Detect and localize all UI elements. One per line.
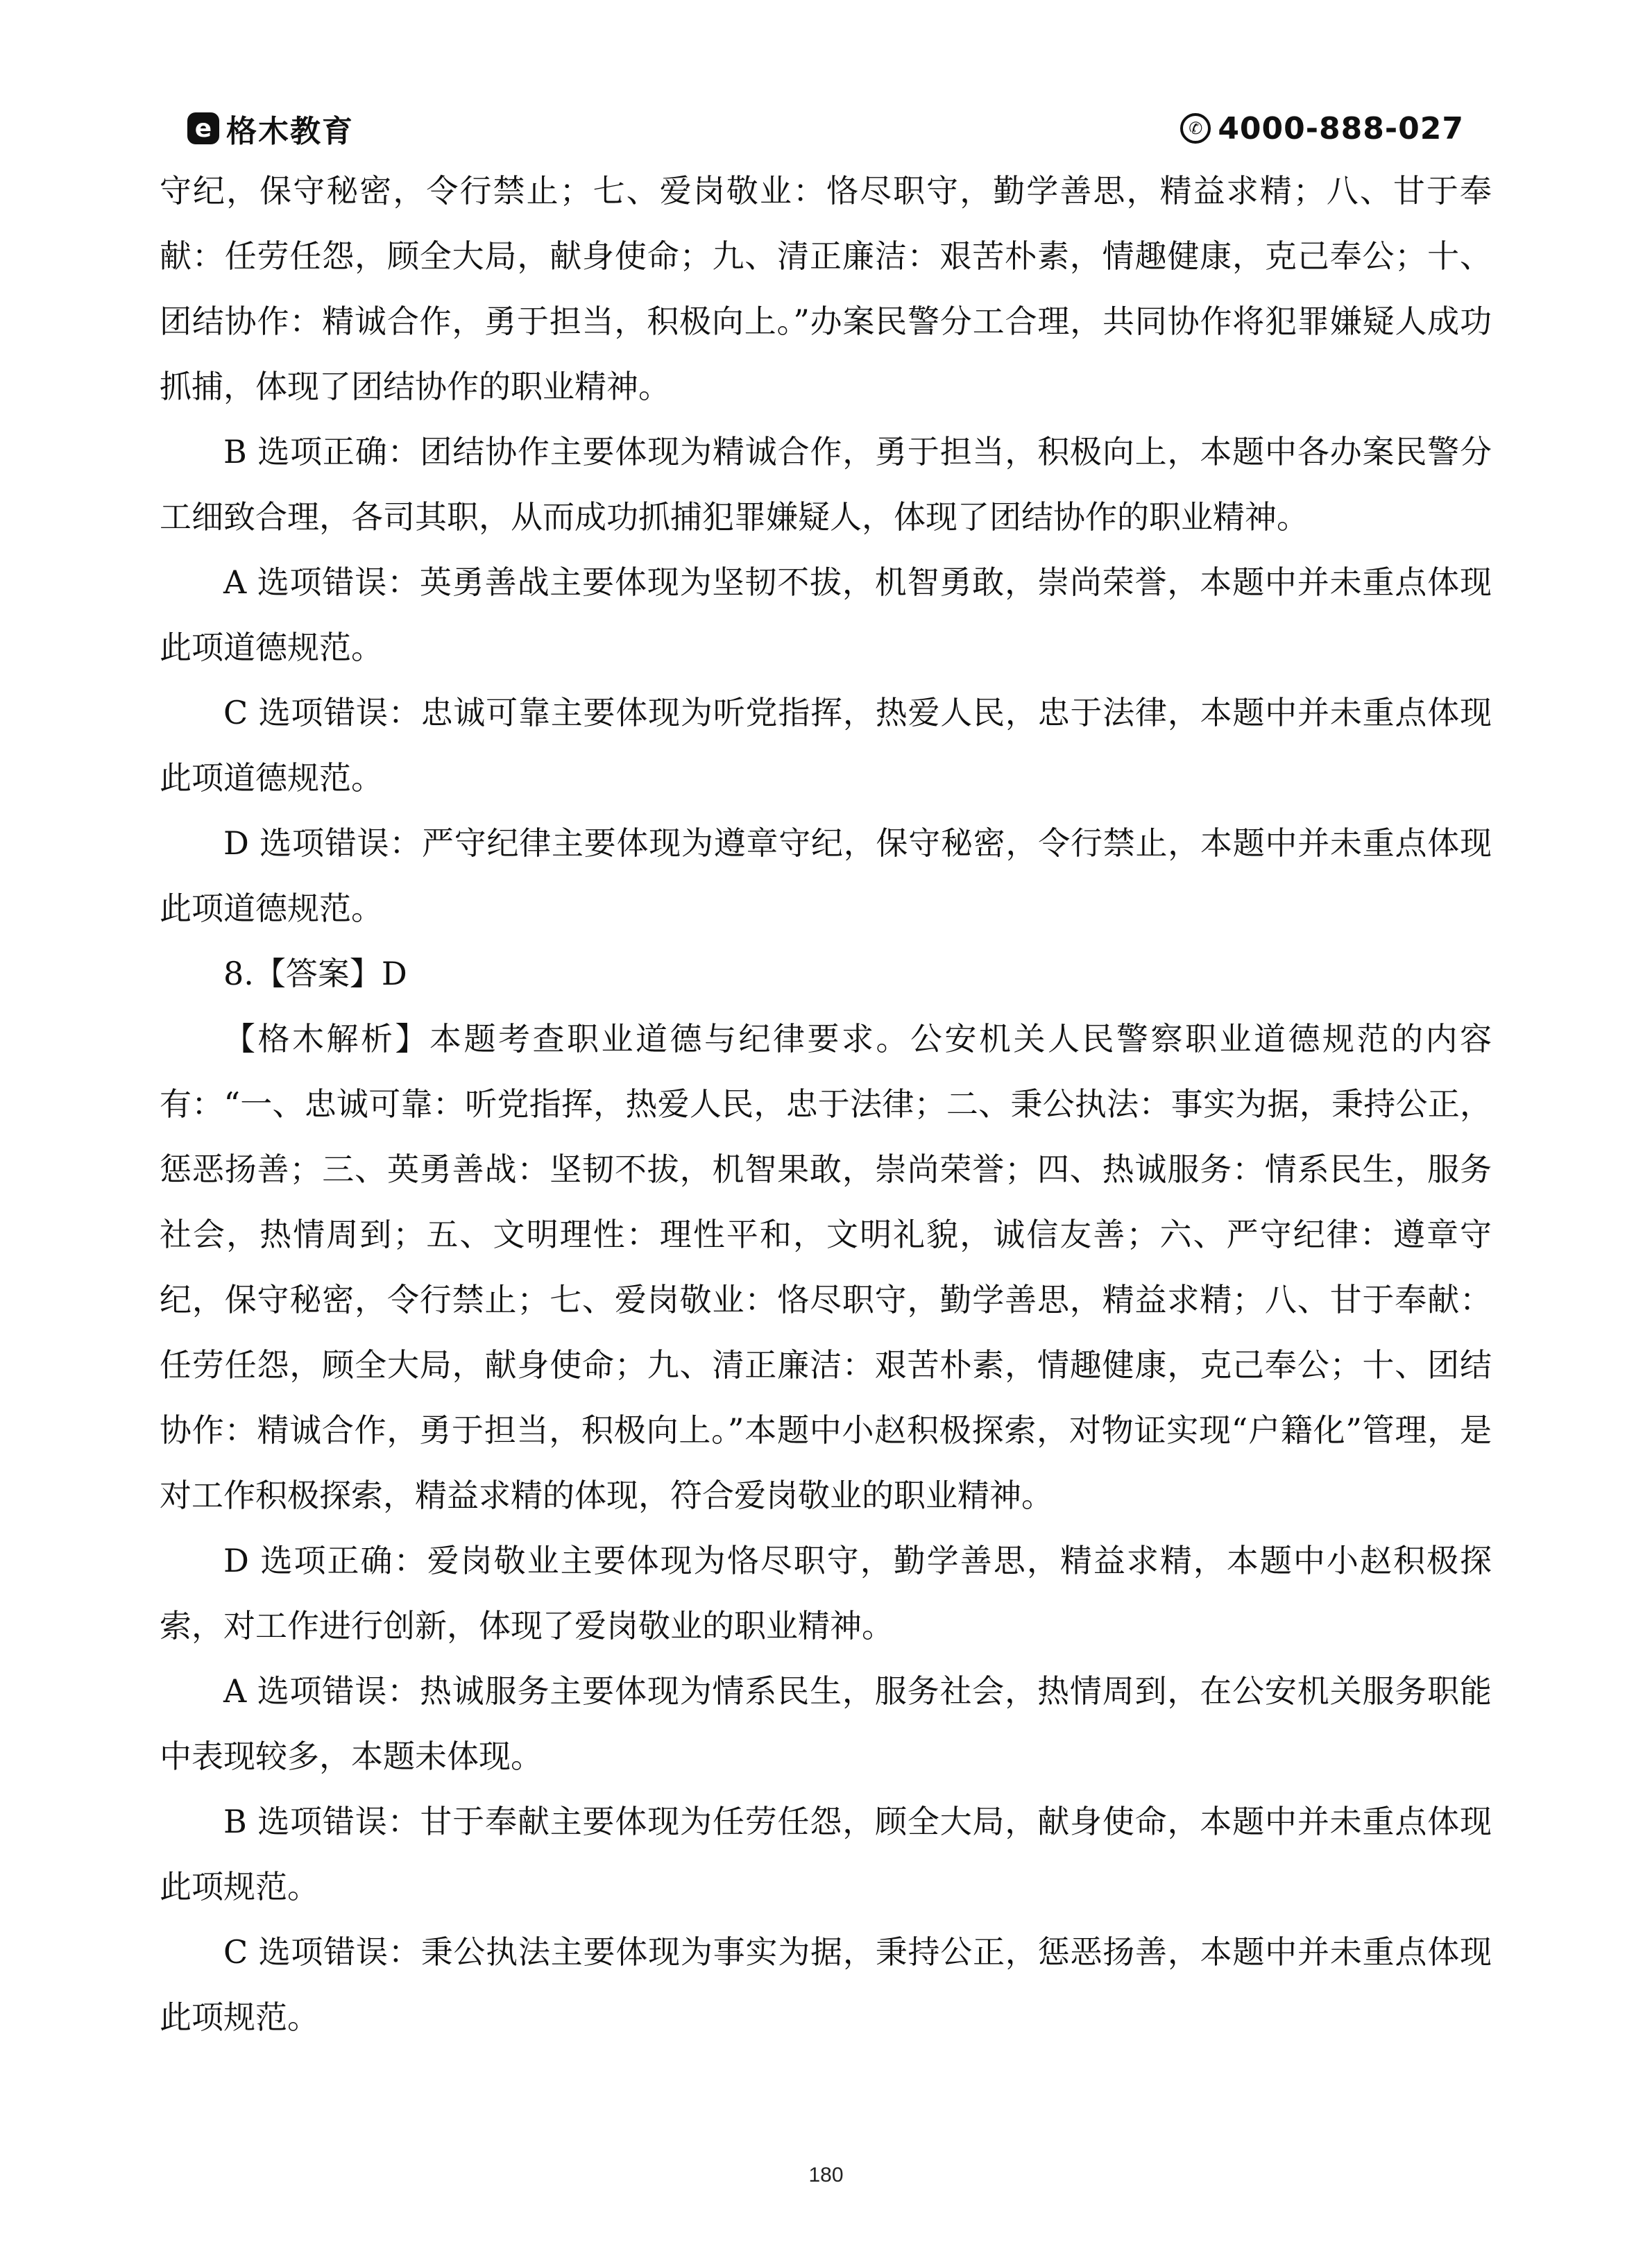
paragraph: C 选项错误：秉公执法主要体现为事实为据，秉持公正，惩恶扬善，本题中并未重点体现此项规范。 — [160, 1933, 1492, 2036]
brand-name: 格木教育 — [226, 114, 354, 149]
paragraph: D 选项错误：严守纪律主要体现为遵章守纪，保守秘密，令行禁止，本题中并未重点体现此项道德规范。 — [160, 824, 1492, 927]
contact-phone — [1180, 104, 1464, 153]
analysis-paragraph: 【格木解析】本题考查职业道德与纪律要求。公安机关人民警察职业道德规范的内容有：“一、忠诚可靠：听党指挥，热爱人民，忠于法律；二、秉公执法：事实为据，秉持公正，惩恶扬善；三、英勇善战：坚韧不拔，机智果敢，崇尚荣誉；四、热诚服务：情系民生，服务社会，热情周到；五、文明理性：理性平和，文明礼貌，诚信友善；六、严守纪律：遵章守纪，保守秘密，令行禁止；七、爱岗敬业：恪尽职守，勤学善思，精益求精；八、甘于奉献：任劳任怨，顾全大局，献身使命；九、清正廉洁：艰苦朴素，情趣健康，克己奉公；十、团结协作：精诚合作，勇于担当，积极向上。”本题中小赵积极探索，对物证实现“户籍化”管理，是对工作积极探索，精益求精的体现，符合爱岗敬业的职业精神。 — [160, 1020, 1492, 1514]
phone-icon: ✆ — [1180, 113, 1211, 144]
phone-number: 4000-888-027 — [1218, 110, 1464, 146]
paragraph: A 选项错误：英勇善战主要体现为坚韧不拔，机智勇敢，崇尚荣誉，本题中并未重点体现此项道德规范。 — [160, 563, 1492, 666]
paragraph: B 选项正确：团结协作主要体现为精诚合作，勇于担当，积极向上，本题中各办案民警分工细致合理，各司其职，从而成功抓捕犯罪嫌疑人，体现了团结协作的职业精神。 — [160, 433, 1492, 536]
document-body — [160, 158, 1492, 2050]
paragraph: D 选项正确：爱岗敬业主要体现为恪尽职守，勤学善思，精益求精，本题中小赵积极探索，对工作进行创新，体现了爱岗敬业的职业精神。 — [160, 1542, 1492, 1645]
logo-icon: e — [187, 112, 219, 144]
paragraph: B 选项错误：甘于奉献主要体现为任劳任怨，顾全大局，献身使命，本题中并未重点体现此项规范。 — [160, 1803, 1492, 1905]
page-number: 180 — [808, 2164, 844, 2186]
answer-heading: 8.【答案】D — [223, 955, 407, 992]
paragraph: 守纪，保守秘密，令行禁止；七、爱岗敬业：恪尽职守，勤学善思，精益求精；八、甘于奉献：任劳任怨，顾全大局，献身使命；九、清正廉洁：艰苦朴素，情趣健康，克己奉公；十、团结协作：精诚合作，勇于担当，积极向上。”办案民警分工合理，共同协作将犯罪嫌疑人成功抓捕，体现了团结协作的职业精神。 — [160, 172, 1492, 405]
paragraph: A 选项错误：热诚服务主要体现为情系民生，服务社会，热情周到，在公安机关服务职能中表现较多，本题未体现。 — [160, 1672, 1492, 1775]
brand-logo — [187, 104, 354, 153]
paragraph: C 选项错误：忠诚可靠主要体现为听党指挥，热爱人民，忠于法律，本题中并未重点体现此项道德规范。 — [160, 694, 1492, 797]
page-header — [187, 104, 1464, 153]
